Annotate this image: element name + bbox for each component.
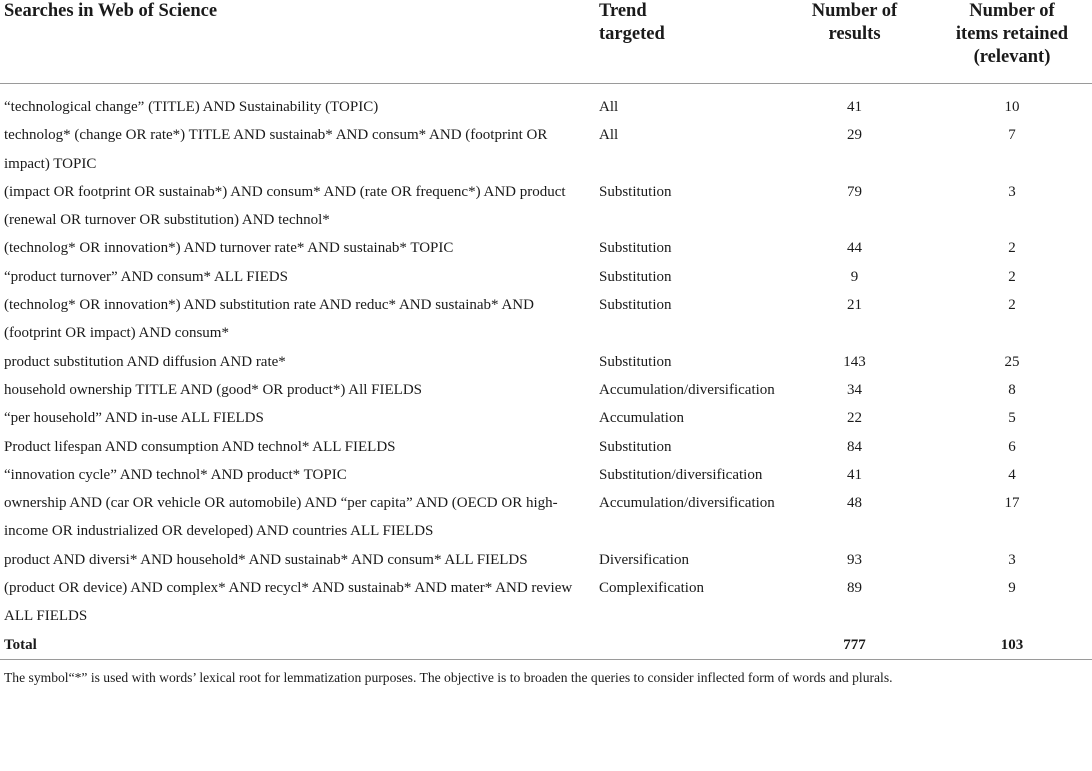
cell-results: 41 <box>847 99 862 115</box>
cell-trend: Substitution <box>599 297 672 314</box>
cell-results: 29 <box>847 127 862 144</box>
cell-search: (technolog* OR innovation*) AND substitution rate AND reduc* AND sustainab* AND (footprint OR impact) AND consum* <box>4 297 534 342</box>
cell-search: “product turnover” AND consum* ALL FIEDS <box>4 268 288 285</box>
cell-retained: 6 <box>1008 438 1016 455</box>
table-row <box>0 461 1092 489</box>
cell-results: 89 <box>847 580 862 597</box>
cell-retained: 5 <box>1008 410 1016 427</box>
header-results-line: results <box>828 24 881 44</box>
cell-search: (technolog* OR innovation*) AND turnover rate* AND sustainab* TOPIC <box>4 240 454 257</box>
cell-trend: Substitution <box>599 353 672 370</box>
cell-results: 21 <box>847 297 862 314</box>
cell-search: Product lifespan AND consumption AND technol* ALL FIELDS <box>4 438 396 455</box>
cell-search: (product OR device) AND complex* AND recycl* AND sustainab* AND mater* AND review ALL FIELDS <box>4 580 573 625</box>
header-search <box>0 0 597 84</box>
table-row <box>0 84 1092 122</box>
cell-search: (impact OR footprint OR sustainab*) AND consum* AND (rate OR frequenc*) AND product (renewal OR turnover OR substitution) AND technol* <box>4 183 566 229</box>
cell-search: ownership AND (car OR vehicle OR automobile) AND “per capita” AND (OECD OR high-income OR industrialized OR developed) AND countries ALL FIELDS <box>4 495 558 540</box>
cell-retained: 3 <box>1008 551 1016 568</box>
cell-results: 22 <box>847 410 862 427</box>
header-retained-line: (relevant) <box>973 47 1051 67</box>
header-search-text: Searches in Web of Science <box>4 1 218 21</box>
cell-trend: Substitution <box>599 240 672 257</box>
cell-retained: 10 <box>1004 99 1020 115</box>
cell-search: technolog* (change OR rate*) TITLE AND sustainab* AND consum* AND (footprint OR impact) TOPIC <box>4 127 548 172</box>
header-results-line: Number of <box>811 1 898 21</box>
cell-retained: 2 <box>1008 268 1016 285</box>
cell-retained: 4 <box>1008 466 1016 483</box>
table-footnote: The symbol“*” is used with words’ lexical root for lemmatization purposes. The objective is to broaden the queries to consider inflected form of words and plurals. <box>4 669 893 685</box>
cell-retained: 7 <box>1008 127 1016 144</box>
table-row <box>0 489 1092 546</box>
header-trend-line: Trend <box>599 1 647 21</box>
cell-retained: 9 <box>1008 580 1016 597</box>
total-trend <box>597 631 777 660</box>
cell-results: 44 <box>847 240 862 257</box>
cell-results: 143 <box>843 353 866 370</box>
table-header <box>0 0 1092 84</box>
cell-results: 9 <box>850 268 859 285</box>
cell-trend: Substitution <box>599 268 672 285</box>
cell-results: 79 <box>847 183 862 200</box>
header-results <box>777 0 932 84</box>
header-trend-line: targeted <box>599 24 665 44</box>
table-row <box>0 433 1092 461</box>
cell-retained: 8 <box>1008 381 1016 398</box>
cell-results: 84 <box>847 438 862 455</box>
total-label: Total <box>4 636 37 653</box>
cell-results: 93 <box>847 551 862 568</box>
table-row <box>0 234 1092 262</box>
table-row <box>0 376 1092 404</box>
total-results: 777 <box>843 636 866 653</box>
cell-trend: Substitution <box>599 183 672 200</box>
table-row <box>0 348 1092 376</box>
table-row <box>0 178 1092 235</box>
cell-search: “per household” AND in-use ALL FIELDS <box>4 410 264 427</box>
cell-search: product substitution AND diffusion AND rate* <box>4 353 286 370</box>
cell-search: “technological change” (TITLE) AND Sustainability (TOPIC) <box>4 99 379 115</box>
cell-trend: Accumulation <box>599 410 684 427</box>
table-row <box>0 263 1092 291</box>
cell-trend: Substitution/diversification <box>599 466 763 483</box>
total-row <box>0 631 1092 660</box>
cell-results: 48 <box>847 495 862 512</box>
cell-trend: All <box>599 99 619 115</box>
table-row <box>0 546 1092 574</box>
table-row <box>0 404 1092 432</box>
cell-search: “innovation cycle” AND technol* AND product* TOPIC <box>4 466 347 483</box>
cell-results: 41 <box>847 466 862 483</box>
cell-retained: 2 <box>1008 240 1016 257</box>
cell-search: product AND diversi* AND household* AND sustainab* AND consum* ALL FIELDS <box>4 551 528 568</box>
cell-retained: 2 <box>1008 297 1016 314</box>
cell-retained: 3 <box>1008 183 1016 200</box>
cell-retained: 17 <box>1004 495 1020 512</box>
cell-retained: 25 <box>1004 353 1020 370</box>
cell-trend: Accumulation/diversification <box>599 495 775 512</box>
header-retained-line: items retained <box>955 24 1069 44</box>
header-retained-line: Number of <box>969 1 1055 21</box>
cell-results: 34 <box>847 381 862 398</box>
header-trend <box>597 0 777 84</box>
cell-trend: Substitution <box>599 438 672 455</box>
total-retained: 103 <box>1000 636 1024 653</box>
table-row <box>0 574 1092 631</box>
table-row <box>0 291 1092 348</box>
header-row <box>0 0 1092 84</box>
cell-trend: Accumulation/diversification <box>599 381 775 398</box>
cell-trend: Diversification <box>599 551 689 568</box>
table-body <box>0 84 1092 631</box>
table-row <box>0 121 1092 178</box>
header-retained <box>932 0 1092 84</box>
cell-trend: All <box>599 127 619 144</box>
cell-trend: Complexification <box>599 580 704 597</box>
cell-search: household ownership TITLE AND (good* OR product*) All FIELDS <box>4 381 423 398</box>
